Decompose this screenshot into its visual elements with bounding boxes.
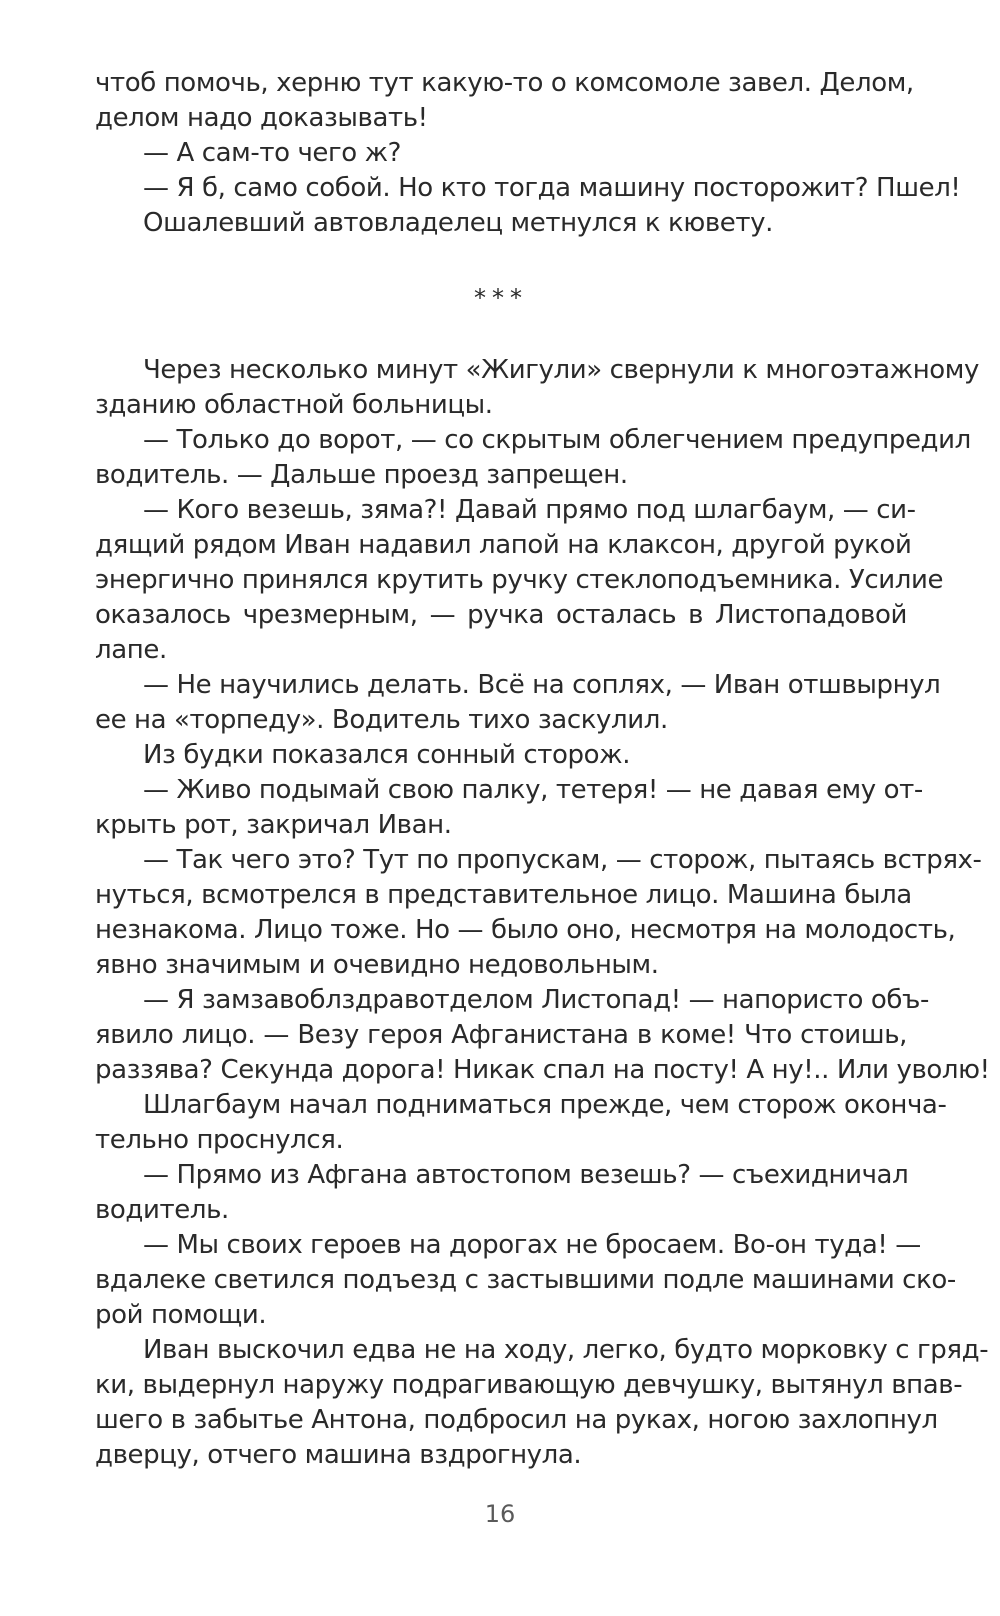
text-line: чтоб помочь, херню тут какую-то о комсомоле завел. Делом, <box>95 68 914 98</box>
text-line: зданию областной больницы. <box>95 390 493 420</box>
text-line: — А сам-то чего ж? <box>143 138 402 168</box>
text-line: вдалеке светился подъезд с застывшими подле машинами ско- <box>95 1265 956 1295</box>
text-line: Из будки показался сонный сторож. <box>143 740 631 770</box>
text-line: ки, выдернул наружу подрагивающую девчушку, вытянул впав- <box>95 1370 963 1400</box>
text-line: Шлагбаум начал подниматься прежде, чем сторож оконча- <box>143 1090 947 1120</box>
page-text <box>95 66 990 1473</box>
text-line: явно значимым и очевидно недовольным. <box>95 950 659 980</box>
text-line: шего в забытье Антона, подбросил на руках, ногою захлопнул <box>95 1405 938 1435</box>
text-line: лапе. <box>95 635 167 665</box>
text-line: нуться, всмотрелся в представительное лицо. Машина была <box>95 880 912 910</box>
text-after-break <box>95 353 990 1473</box>
text-line: ее на «торпеду». Водитель тихо заскулил. <box>95 705 668 735</box>
text-line: делом надо доказывать! <box>95 103 428 133</box>
text-line: энергично принялся крутить ручку стеклоподъемника. Усилие <box>95 565 944 595</box>
text-line: дящий рядом Иван надавил лапой на клаксон, другой рукой <box>95 530 912 560</box>
text-line: явило лицо. — Везу героя Афганистана в коме! Что стоишь, <box>95 1020 907 1050</box>
text-line: Через несколько минут «Жигули» свернули к многоэтажному <box>143 355 980 385</box>
text-before-break <box>95 66 961 241</box>
text-line: — Кого везешь, зяма?! Давай прямо под шлагбаум, — си- <box>143 495 916 525</box>
text-line: — Живо подымай свою палку, тетеря! — не давая ему от- <box>143 775 923 805</box>
text-line: Ошалевший автовладелец метнулся к кювету. <box>143 208 773 238</box>
text-line: незнакома. Лицо тоже. Но — было оно, несмотря на молодость, <box>95 915 956 945</box>
spacer <box>95 317 907 353</box>
section-separator: *** <box>474 284 528 312</box>
text-line: — Я замзавоблздравотделом Листопад! — напористо объ- <box>143 985 930 1015</box>
text-line: тельно проснулся. <box>95 1125 344 1155</box>
text-line: дверцу, отчего машина вздрогнула. <box>95 1440 582 1470</box>
text-line: — Я б, само собой. Но кто тогда машину посторожит? Пшел! <box>143 173 961 203</box>
text-line: — Не научились делать. Всё на соплях, — Иван отшвырнул <box>143 670 941 700</box>
text-line: раззява? Секунда дорога! Никак спал на посту! А ну!.. Или уволю! <box>95 1055 990 1085</box>
text-line: водитель. <box>95 1195 229 1225</box>
page-number: 16 <box>484 1500 516 1528</box>
spacer <box>95 241 907 281</box>
text-line: — Только до ворот, — со скрытым облегчением предупредил <box>143 425 971 455</box>
text-line: — Так чего это? Тут по пропускам, — сторож, пытаясь встрях- <box>143 845 982 875</box>
text-line: — Мы своих героев на дорогах не бросаем. Во-он туда! — <box>143 1230 921 1260</box>
text-line: водитель. — Дальше проезд запрещен. <box>95 460 628 490</box>
text-line: Иван выскочил едва не на ходу, легко, будто морковку с гряд- <box>143 1335 989 1365</box>
text-line: рой помощи. <box>95 1300 267 1330</box>
text-line: — Прямо из Афгана автостопом везешь? — съехидничал <box>143 1160 909 1190</box>
text-line: оказалось чрезмерным, — ручка осталась в Листопадовой <box>95 600 907 630</box>
text-line: крыть рот, закричал Иван. <box>95 810 452 840</box>
